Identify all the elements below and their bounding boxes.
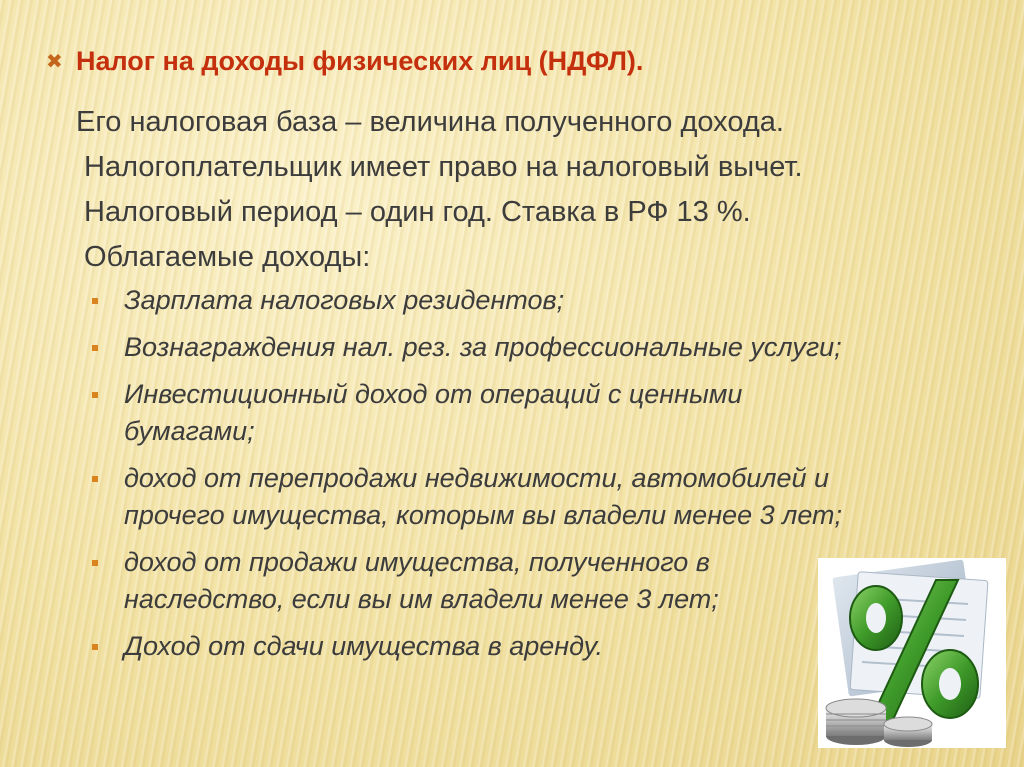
- list-item-line: доход от перепродажи недвижимости, автомобилей и: [124, 463, 830, 493]
- square-bullet-icon: [92, 345, 98, 351]
- square-bullet-icon: [92, 392, 98, 398]
- list-item-line: Зарплата налоговых резидентов;: [124, 285, 565, 315]
- intro-line: Налоговый период – один год. Ставка в РФ 13 %.: [84, 196, 751, 228]
- list-item-text: [124, 460, 842, 534]
- list-item: [92, 329, 972, 366]
- x-mark-icon: ✖: [46, 50, 63, 73]
- percent-illustration: [818, 558, 1006, 748]
- square-bullet-icon: [92, 560, 98, 566]
- list-item-line: Доход от сдачи имущества в аренду.: [124, 631, 603, 661]
- list-item-line: доход от продажи имущества, полученного в: [124, 547, 710, 577]
- list-item-text: [124, 544, 719, 618]
- list-item-line: Вознаграждения нал. рез. за профессиональные услуги;: [124, 332, 842, 362]
- list-item-text: [124, 282, 564, 319]
- percent-coins-icon: [818, 558, 1006, 748]
- list-item-text: [124, 329, 842, 366]
- list-item: [92, 282, 972, 319]
- intro-paragraph: [76, 100, 924, 280]
- intro-line: Облагаемые доходы:: [84, 241, 371, 273]
- intro-line: Налогоплательщик имеет право на налоговый вычет.: [84, 151, 803, 183]
- title-row: [46, 46, 643, 77]
- square-bullet-icon: [92, 298, 98, 304]
- square-bullet-icon: [92, 644, 98, 650]
- list-item-text: [124, 376, 742, 450]
- list-item-line: прочего имущества, которым вы владели менее 3 лет;: [124, 500, 843, 530]
- list-item-line: Инвестиционный доход от операций с ценными: [124, 379, 743, 409]
- list-item-line: бумагами;: [124, 416, 255, 446]
- slide-title: Налог на доходы физических лиц (НДФЛ): [76, 46, 636, 76]
- list-item: [92, 376, 972, 450]
- list-item: [92, 460, 972, 534]
- list-item-text: [124, 628, 603, 665]
- square-bullet-icon: [92, 476, 98, 482]
- intro-line: Его налоговая база – величина полученного дохода.: [76, 106, 784, 138]
- list-item-line: наследство, если вы им владели менее 3 лет;: [124, 584, 719, 614]
- title-dot: .: [635, 46, 644, 76]
